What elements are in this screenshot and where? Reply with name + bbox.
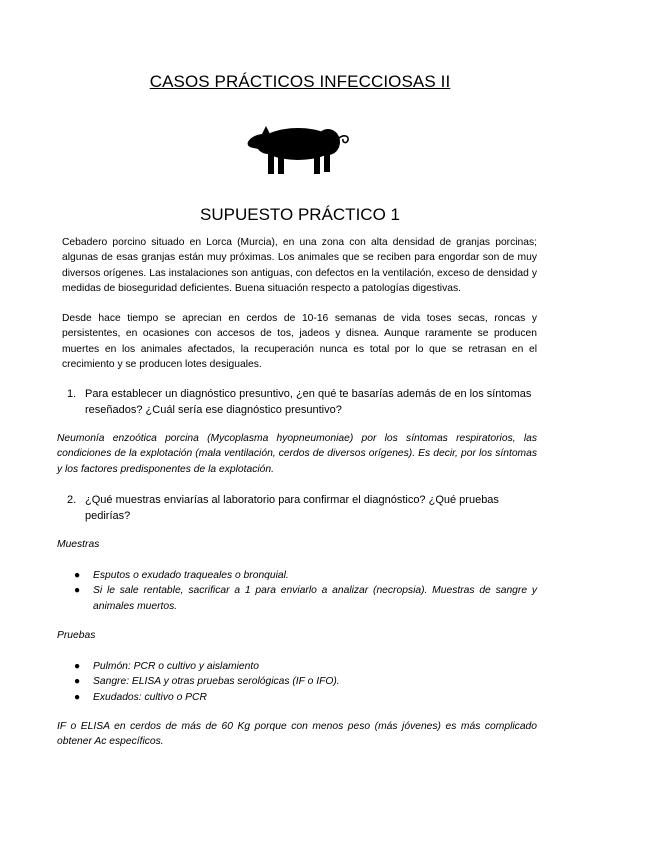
muestras-heading: Muestras [57,539,100,550]
case-title: SUPUESTO PRÁCTICO 1 [200,205,400,224]
pig-silhouette-icon [246,120,352,178]
pruebas-heading: Pruebas [57,630,96,641]
muestras-list [74,568,537,614]
list-item-text: Si le sale rentable, sacrificar a 1 para enviarlo a analizar (necropsia). Muestras de sangre y animales muertos. [93,585,537,612]
case-paragraph-1: Cebadero porcino situado en Lorca (Murcia), en una zona con alta densidad de granjas porcinas; algunas de esas granjas están muy próximas. Los animales que se reciben para engordar son de muy diversos orígenes. Las instalaciones son antiguas, con defectos en la ventilación, exceso de densidad y medidas de bioseguridad deficientes. Buena situación respecto a patologías digestivas. [62,237,537,295]
list-item-text: Exudados: cultivo o PCR [93,691,207,703]
question-text: ¿Qué muestras enviarías al laboratorio para confirmar el diagnóstico? ¿Qué pruebas pedirías? [85,494,499,522]
list-item-text: Esputos o exudado traqueales o bronquial. [93,570,289,581]
bullet-icon: ● [74,585,81,597]
bullet-icon: ● [74,570,81,581]
list-item [74,674,537,689]
question-text: Para establecer un diagnóstico presuntivo, ¿en qué te basarías además de en los síntomas reseñados? ¿Cuál sería ese diagnóstico presuntivo? [85,388,532,416]
case-paragraph-2: Desde hace tiempo se aprecian en cerdos de 10-16 semanas de vida toses secas, roncas y persistentes, en ocasiones con accesos de tos, jadeos y disnea. Aunque raramente se producen muertes en los animales afectados, la recuperación nunca es total por lo que se retrasan en el crecimiento y se producen lotes desiguales. [62,313,537,371]
final-note: IF o ELISA en cerdos de más de 60 Kg porque con menos peso (más jóvenes) es más complicado obtener Ac específicos. [57,721,537,748]
question-number: 2. [67,494,77,506]
list-item-text: Sangre: ELISA y otras pruebas serológicas (IF o IFO). [93,676,340,688]
bullet-icon: ● [74,661,81,672]
pruebas-list [74,659,537,705]
list-item [74,583,537,614]
question-2 [67,492,537,524]
bullet-icon: ● [74,691,81,703]
list-item-text: Pulmón: PCR o cultivo y aislamiento [93,661,259,672]
answer-1: Neumonía enzoótica porcina (Mycoplasma hyopneumoniae) por los síntomas respiratorios, las condiciones de la explotación (mala ventilación, cerdos de diversos orígenes). Es decir, por los síntomas y los factores predisponentes de la explotación. [57,433,537,475]
document-title: CASOS PRÁCTICOS INFECCIOSAS II [149,72,451,91]
question-1 [67,386,537,418]
question-number: 1. [67,388,77,400]
list-item [74,568,537,583]
list-item [74,690,537,705]
list-item [74,659,537,674]
bullet-icon: ● [74,676,81,688]
